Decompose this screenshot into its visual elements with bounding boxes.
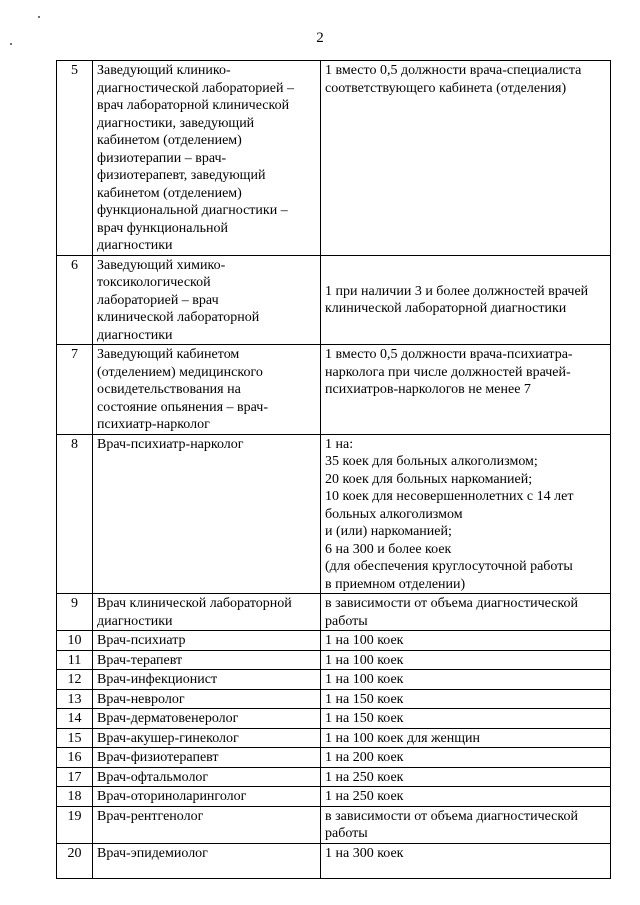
table-row [57,689,611,709]
staffing-norm-cell [321,709,611,729]
staffing-norm-cell [321,767,611,787]
position-cell [93,650,321,670]
position-text-line: диагностической лабораторией – [97,80,294,96]
norm-text-line: соответствующего кабинета (отделения) [325,80,567,96]
staffing-norm-cell [321,631,611,651]
row-number-cell: 12 [57,670,93,690]
position-text-line: (отделением) медицинского [97,364,263,380]
row-number-cell: 20 [57,843,93,878]
position-cell [93,255,321,345]
norm-text-line: 1 при наличии 3 и более должностей врачей [325,283,589,299]
position-text-line: Заведующий химико- [97,257,226,273]
staffing-norm-cell [321,806,611,843]
position-text-line: врач лабораторной клинической [97,98,290,113]
position-text-line: Врач-акушер-гинеколог [97,730,239,746]
position-text-line: Врач-терапевт [97,652,183,668]
position-cell [93,594,321,631]
staffing-norm-cell [321,787,611,807]
position-cell [93,748,321,768]
position-text-line: Заведующий кабинетом [97,347,240,362]
norm-text-line: 1 на: [325,436,354,452]
position-text-line: токсикологической [97,275,211,290]
position-text-line: Врач-физиотерапевт [97,750,219,765]
staffing-norm-cell [321,434,611,594]
norm-text-line: психиатров-наркологов не менее 7 [325,382,531,397]
norm-text-line: работы [325,613,368,629]
position-text-line: Врач-психиатр [97,633,186,648]
position-text-line: Врач-психиатр-нарколог [97,436,244,452]
norm-text-line: работы [325,826,368,841]
position-cell [93,787,321,807]
row-number-cell: 10 [57,631,93,651]
row-number-cell: 13 [57,689,93,709]
position-cell [93,631,321,651]
position-text-line: диагностики, заведующий [97,115,255,131]
norm-text-line: 1 вместо 0,5 должности врача-специалиста [325,63,582,78]
staffing-norm-cell [321,61,611,256]
table-row [57,650,611,670]
position-cell [93,61,321,256]
position-text-line: кабинетом (отделением) [97,185,242,201]
norm-text-line: 35 коек для больных алкоголизмом; [325,454,538,469]
staffing-norm-cell [321,843,611,878]
table-row [57,345,611,435]
table-row [57,728,611,748]
table-row [57,255,611,345]
position-text-line: Врач-рентгенолог [97,808,204,824]
position-text-line: кабинетом (отделением) [97,133,242,148]
row-number-cell: 16 [57,748,93,768]
staffing-norms-table [56,60,611,879]
position-text-line: клинической лабораторной [97,310,260,325]
row-number-cell: 8 [57,434,93,594]
norm-text-line: 1 на 150 коек [325,691,404,707]
position-cell [93,689,321,709]
norm-text-line: клинической лабораторной диагностики [325,301,567,317]
row-number-cell: 11 [57,650,93,670]
scan-speck [38,16,40,18]
position-text-line: психиатр-нарколог [97,417,210,432]
row-number-cell: 5 [57,61,93,256]
position-text-line: функциональной диагностики – [97,203,288,218]
position-cell [93,670,321,690]
norm-text-line: 1 на 300 коек [325,845,404,861]
position-text-line: физиотерапевт, заведующий [97,168,266,183]
position-cell [93,434,321,594]
norm-text-line: 6 на 300 и более коек [325,541,452,557]
position-text-line: освидетельствования на [97,382,241,397]
norm-text-line: 10 коек для несовершеннолетних с 14 лет [325,489,574,504]
norm-text-line: 1 на 200 коек [325,750,404,765]
norm-text-line: 1 на 250 коек [325,789,404,804]
staffing-norm-cell [321,728,611,748]
position-cell [93,728,321,748]
norm-text-line: 20 коек для больных наркоманией; [325,471,533,487]
table-row [57,787,611,807]
position-text-line: состояние опьянения – врач- [97,399,268,415]
norm-text-line: 1 на 100 коек для женщин [325,730,480,746]
position-cell [93,843,321,878]
table-row [57,843,611,878]
norm-text-line: и (или) наркоманией; [325,524,452,539]
norm-text-line: 1 на 100 коек [325,652,404,668]
table-row [57,434,611,594]
position-text-line: врач функциональной [97,220,228,236]
table-row [57,631,611,651]
position-text-line: Врач-дерматовенеролог [97,711,239,726]
norm-text-line: 1 вместо 0,5 должности врача-психиатра- [325,347,573,362]
staffing-norm-cell [321,670,611,690]
row-number-cell: 15 [57,728,93,748]
norm-text-line: нарколога при числе должностей врачей- [325,364,571,380]
position-text-line: физиотерапии – врач- [97,150,227,166]
staffing-norm-cell [321,689,611,709]
norm-text-line: 1 на 100 коек [325,672,404,687]
staffing-norm-cell [321,594,611,631]
page-number: 2 [316,30,324,46]
norm-text-line: в приемном отделении) [325,576,466,592]
row-number-cell: 6 [57,255,93,345]
position-text-line: Врач клинической лабораторной [97,596,292,611]
row-number-cell: 19 [57,806,93,843]
staffing-norm-cell [321,748,611,768]
norm-text-line: больных алкоголизмом [325,506,463,522]
staffing-norm-cell [321,255,611,345]
row-number-cell: 17 [57,767,93,787]
norm-text-line: в зависимости от объема диагностической [325,808,578,824]
norm-text-line: 1 на 250 коек [325,769,404,785]
table-row [57,767,611,787]
norm-text-line: (для обеспечения круглосуточной работы [325,559,573,574]
table-row [57,594,611,631]
table-body [57,61,611,879]
position-cell [93,767,321,787]
row-number-cell: 18 [57,787,93,807]
position-cell [93,345,321,435]
norm-text-line: 1 на 150 коек [325,711,404,726]
position-text-line: лабораторией – врач [97,292,219,308]
table-row [57,61,611,256]
norm-text-line: 1 на 100 коек [325,633,404,648]
position-text-line: Врач-эпидемиолог [97,845,208,861]
position-cell [93,709,321,729]
position-text-line: диагностики [97,613,173,629]
norm-text-line: в зависимости от объема диагностической [325,596,578,611]
position-text-line: Врач-невролог [97,691,185,707]
row-number-cell: 9 [57,594,93,631]
table-row [57,670,611,690]
table-row [57,748,611,768]
position-text-line: Заведующий клинико- [97,63,231,78]
position-text-line: диагностики [97,238,173,253]
position-cell [93,806,321,843]
table-row [57,806,611,843]
staffing-norm-cell [321,650,611,670]
row-number-cell: 14 [57,709,93,729]
position-text-line: Врач-оториноларинголог [97,789,247,804]
row-number-cell: 7 [57,345,93,435]
table-row [57,709,611,729]
staffing-norm-cell [321,345,611,435]
position-text-line: Врач-инфекционист [97,672,218,687]
position-text-line: диагностики [97,327,173,343]
position-text-line: Врач-офтальмолог [97,769,209,785]
